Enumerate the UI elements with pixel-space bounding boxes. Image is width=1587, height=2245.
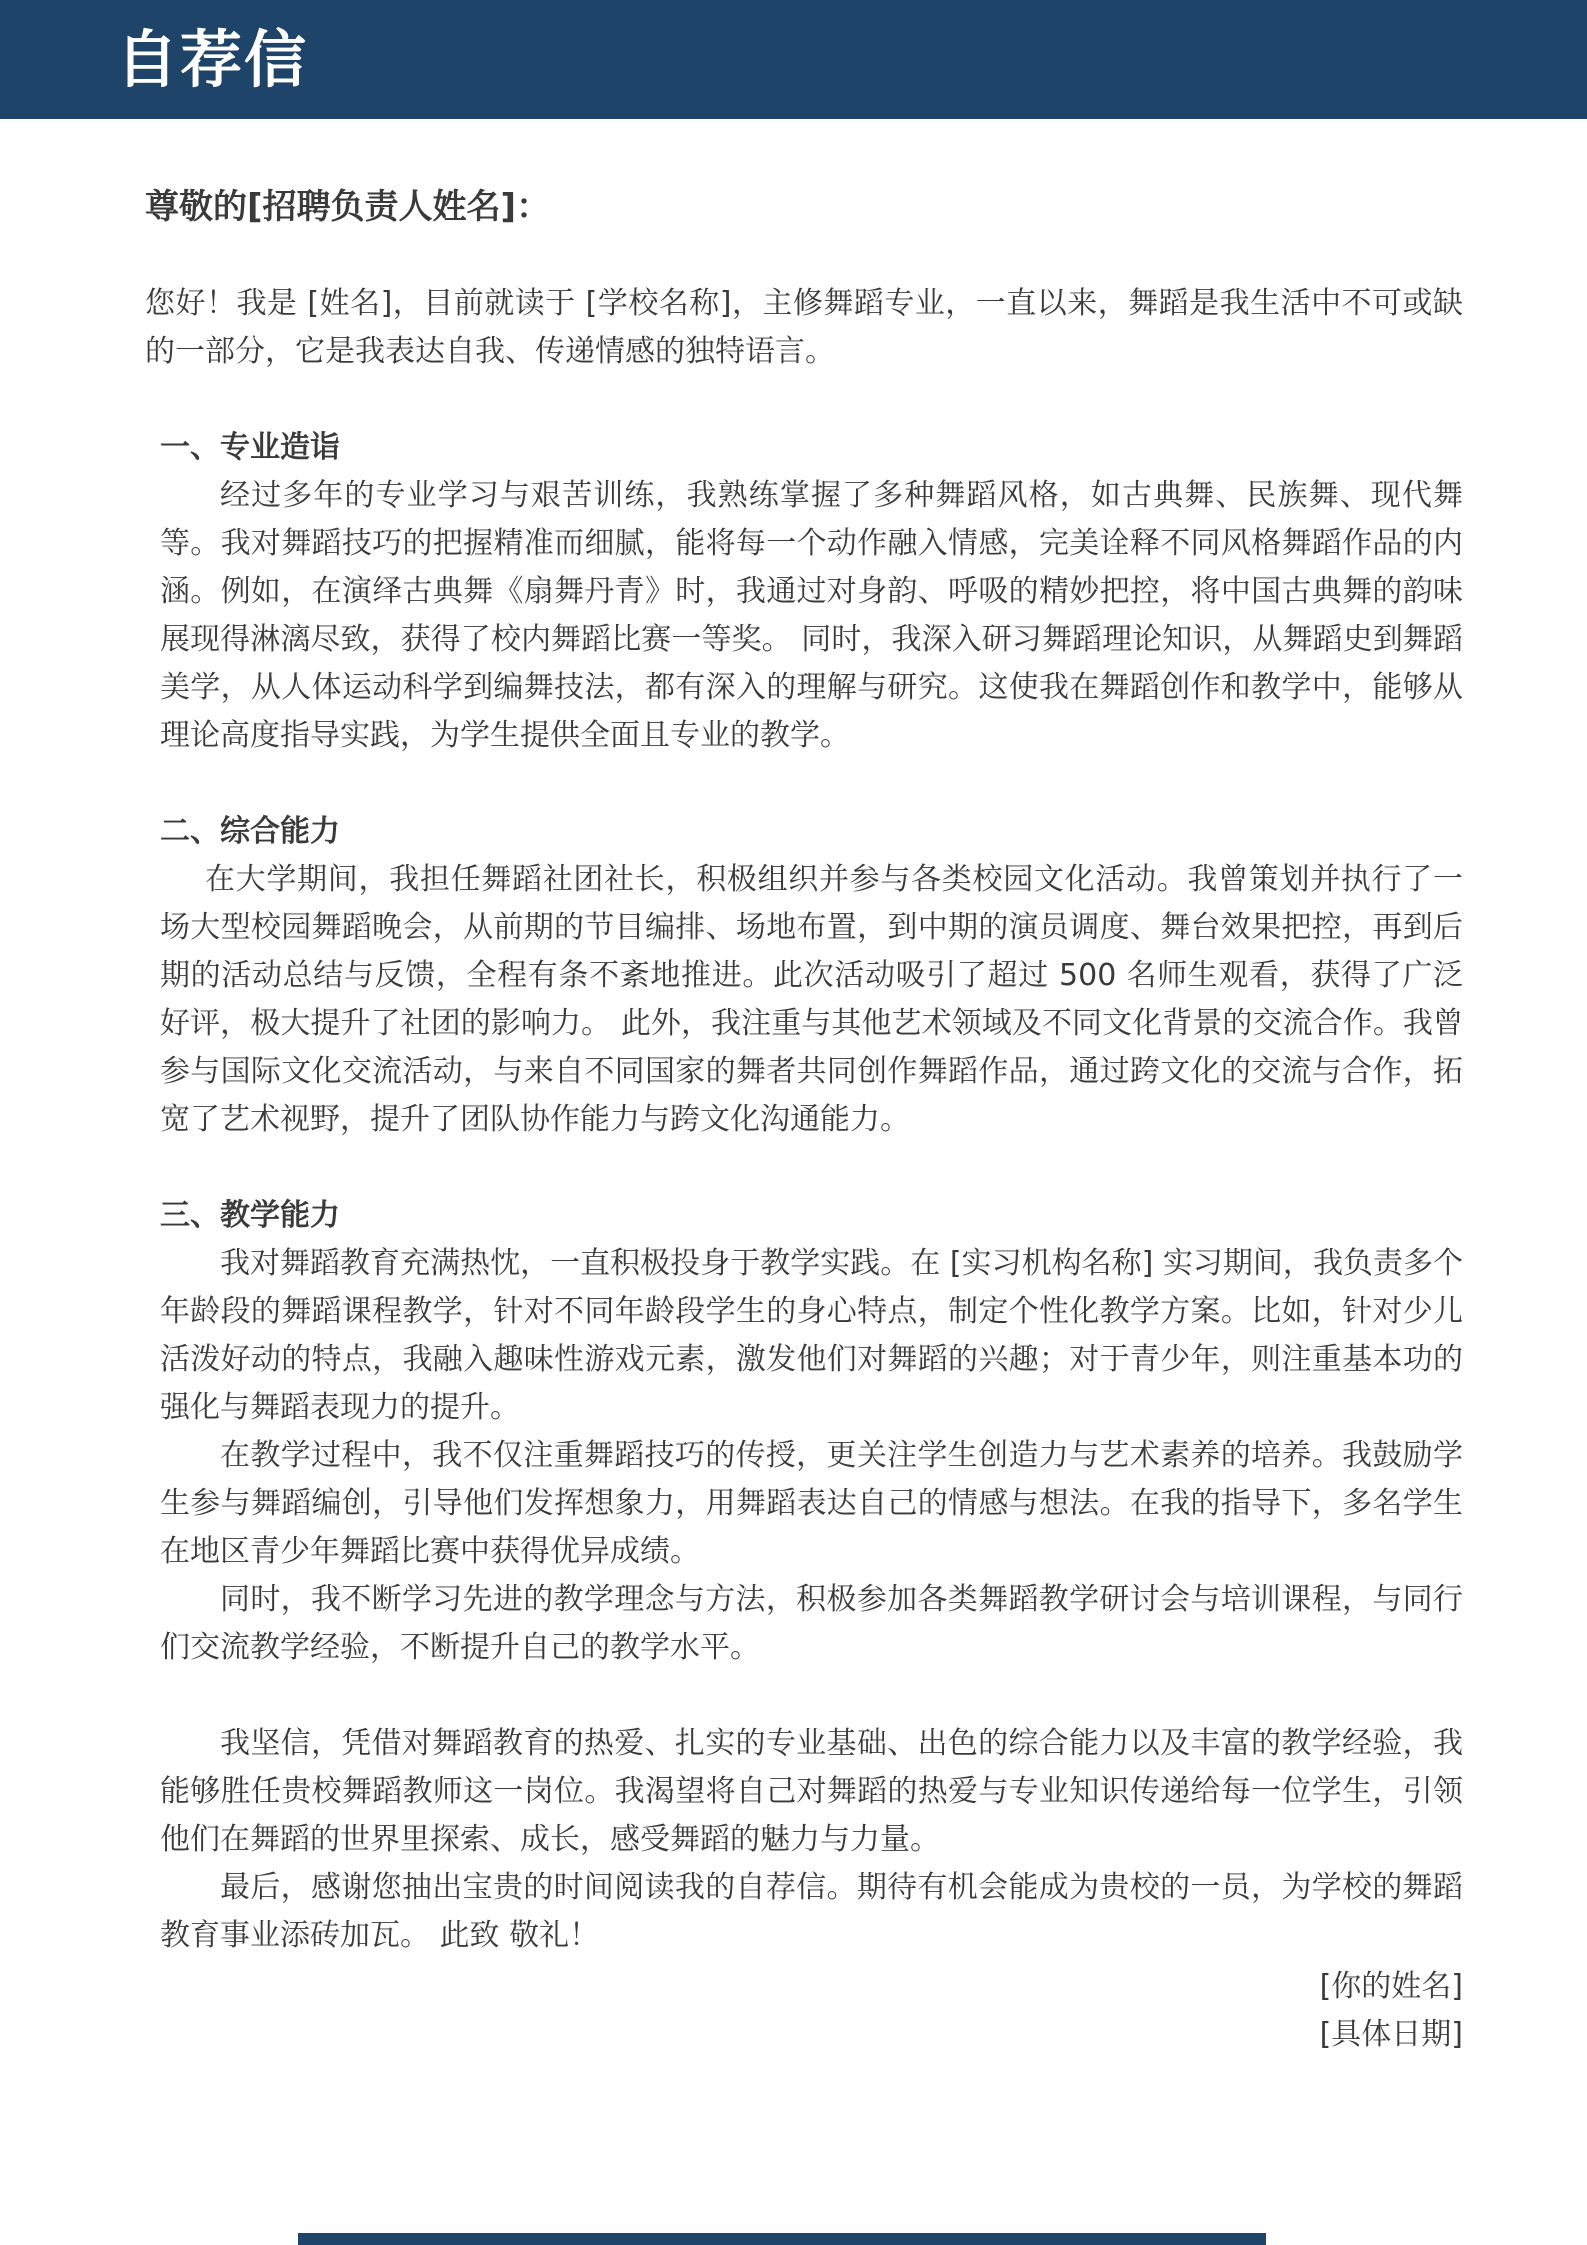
closing-paragraph: 我坚信，凭借对舞蹈教育的热爱、扎实的专业基础、出色的综合能力以及丰富的教学经验，我能够胜任贵校舞蹈教师这一岗位。我渴望将自己对舞蹈的热爱与专业知识传递给每一位学生，引领他们在舞蹈的世界里探索、成长，感受舞蹈的魅力与力量。	[160, 1726, 1463, 1857]
section-paragraph: 我对舞蹈教育充满热忱，一直积极投身于教学实践。在 [实习机构名称] 实习期间，我负责多个年龄段的舞蹈课程教学，针对不同年龄段学生的身心特点，制定个性化教学方案。比如，针对少儿活泼好动的特点，我融入趣味性游戏元素，激发他们对舞蹈的兴趣；对于青少年，则注重基本功的强化与舞蹈表现力的提升。	[160, 1246, 1463, 1425]
signature-date: [具体日期]	[1319, 2017, 1463, 2052]
section-professional	[160, 424, 1463, 760]
closing-paragraph: 最后，感谢您抽出宝贵的时间阅读我的自荐信。期待有机会能成为贵校的一员，为学校的舞蹈教育事业添砖加瓦。 此致 敬礼！	[160, 1870, 1463, 1953]
page-title: 自荐信	[116, 23, 309, 96]
section-heading: 三、教学能力	[160, 1198, 340, 1233]
salutation: 尊敬的[招聘负责人姓名]：	[145, 187, 551, 227]
section-comprehensive	[160, 808, 1463, 1144]
section-heading: 二、综合能力	[160, 814, 340, 849]
closing-block	[160, 1720, 1463, 1960]
section-paragraph: 在教学过程中，我不仅注重舞蹈技巧的传授，更关注学生创造力与艺术素养的培养。我鼓励学生参与舞蹈编创，引导他们发挥想象力，用舞蹈表达自己的情感与想法。在我的指导下，多名学生在地区青少年舞蹈比赛中获得优异成绩。	[160, 1438, 1463, 1569]
section-paragraph: 经过多年的专业学习与艰苦训练，我熟练掌握了多种舞蹈风格，如古典舞、民族舞、现代舞等。我对舞蹈技巧的把握精准而细腻，能将每一个动作融入情感，完美诠释不同风格舞蹈作品的内涵。例如，在演绎古典舞《扇舞丹青》时，我通过对身韵、呼吸的精妙把控，将中国古典舞的韵味展现得淋漓尽致，获得了校内舞蹈比赛一等奖。 同时，我深入研习舞蹈理论知识，从舞蹈史到舞蹈美学，从人体运动科学到编舞技法，都有深入的理解与研究。这使我在舞蹈创作和教学中，能够从理论高度指导实践，为学生提供全面且专业的教学。	[160, 478, 1463, 753]
section-paragraph: 同时，我不断学习先进的教学理念与方法，积极参加各类舞蹈教学研讨会与培训课程，与同行们交流教学经验，不断提升自己的教学水平。	[160, 1582, 1463, 1665]
signature-block	[1320, 1963, 1463, 2059]
section-paragraph: 在大学期间，我担任舞蹈社团社长，积极组织并参与各类校园文化活动。我曾策划并执行了一场大型校园舞蹈晚会，从前期的节目编排、场地布置，到中期的演员调度、舞台效果把控，再到后期的活动总结与反馈，全程有条不紊地推进。此次活动吸引了超过 500 名师生观看，获得了广泛好评，极大提升了社团的影响力。 此外，我注重与其他艺术领域及不同文化背景的交流合作。我曾参与国际文化交流活动，与来自不同国家的舞者共同创作舞蹈作品，通过跨文化的交流与合作，拓宽了艺术视野，提升了团队协作能力与跨文化沟通能力。	[160, 862, 1463, 1137]
section-heading: 一、专业造诣	[160, 430, 340, 465]
footer-bar	[298, 2233, 1266, 2245]
intro-paragraph: 您好！我是 [姓名]，目前就读于 [学校名称]，主修舞蹈专业，一直以来，舞蹈是我生活中不可或缺的一部分，它是我表达自我、传递情感的独特语言。	[145, 286, 1463, 369]
header-banner	[0, 0, 1587, 119]
signature-name: [你的姓名]	[1319, 1969, 1463, 2004]
section-teaching	[160, 1192, 1463, 1672]
